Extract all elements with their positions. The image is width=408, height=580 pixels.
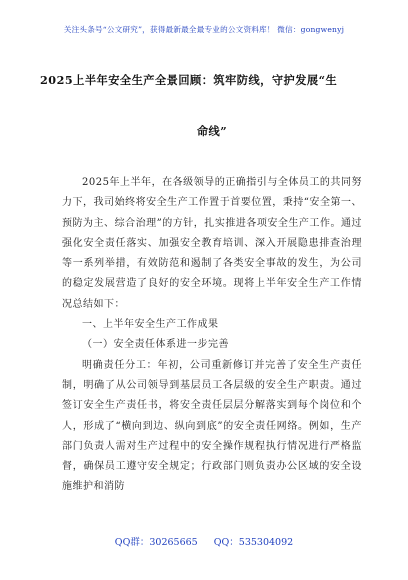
qq-group: QQ群：30265665 (114, 537, 198, 548)
document-title-line1: 2025上半年安全生产全景回顾：筑牢防线，守护发展“生 (40, 73, 338, 87)
section-heading: 一、上半年安全生产工作成果 (82, 319, 219, 331)
header-banner: 关注头条号“公文研究”，获得最新最全最专业的公文资料库！ 微信：gongwenyj (63, 25, 345, 34)
document-body (62, 173, 362, 498)
responsibility-paragraph: 明确责任分工：年初，公司重新修订并完善了安全生产责任制，明确了从公司领导到基层员工各层级的安全生产职责。通过签订安全生产责任书，将安全责任层层分解落实到每个岗位和个人，形成了“横向到边、纵向到底”的安全责任网络。例如，生产部门负责人需对生产过程中的安全操作规程执行情况进行严格监督，确保员工遵守安全规定；行政部门则负责办公区域的安全设施维护和消防 (62, 359, 362, 493)
footer-contact (0, 534, 408, 548)
document-title-line2: 命线” (196, 124, 228, 138)
qq-number: QQ：535304092 (213, 537, 294, 548)
intro-paragraph: 2025年上半年，在各级领导的正确指引与全体员工的共同努力下，我司始终将安全生产工作置于首要位置，秉持“安全第一、预防为主、综合治理”的方针，扎实推进各项安全生产工作。通过强化安全责任落实、加强安全教育培训、深入开展隐患排查治理等一系列举措，有效防范和遏制了各类安全事故的发生，为公司的稳定发展营造了良好的安全环境。现将上半年安全生产工作情况总结如下： (62, 177, 362, 310)
subsection-heading: （一）安全责任体系进一步完善 (82, 339, 229, 351)
